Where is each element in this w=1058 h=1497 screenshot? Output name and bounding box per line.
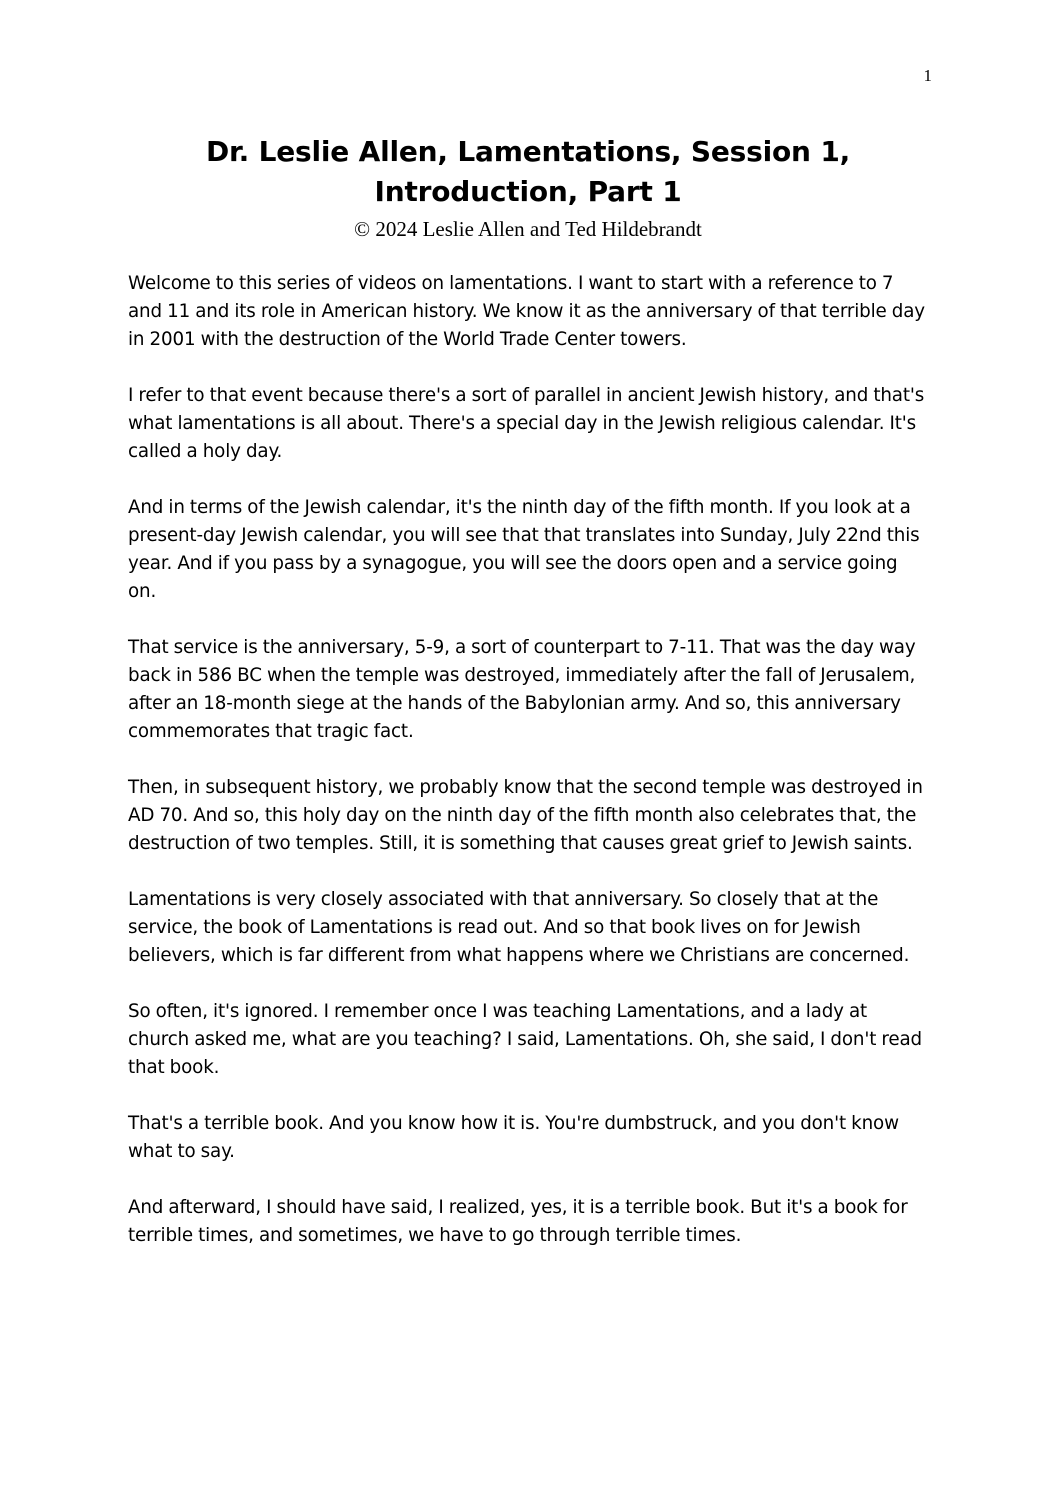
- title-line-1: Dr. Leslie Allen, Lamentations, Session 1,: [205, 135, 851, 168]
- copyright-notice: © 2024 Leslie Allen and Ted Hildebrandt: [354, 217, 702, 241]
- paragraph: That's a terrible book. And you know how it is. You're dumbstruck, and you don't know what to say.: [128, 1113, 899, 1162]
- document-title: [128, 132, 928, 212]
- paragraph: And afterward, I should have said, I realized, yes, it is a terrible book. But it's a book for terrible times, and sometimes, we have to go through terrible times.: [128, 1197, 908, 1246]
- page-number: 1: [923, 66, 932, 85]
- paragraph: Then, in subsequent history, we probably know that the second temple was destroyed in AD 70. And so, this holy day on the ninth day of the fifth month also celebrates that, the destruction of two temples. Still, it is something that causes great grief to Jewish saints.: [128, 777, 923, 854]
- title-line-2: Introduction, Part 1: [374, 175, 682, 208]
- paragraph: So often, it's ignored. I remember once I was teaching Lamentations, and a lady at church asked me, what are you teaching? I said, Lamentations. Oh, she said, I don't read that book.: [128, 1001, 922, 1078]
- paragraph: And in terms of the Jewish calendar, it's the ninth day of the fifth month. If you look at a present-day Jewish calendar, you will see that that translates into Sunday, July 22nd this year. And if you pass by a synagogue, you will see the doors open and a service going on.: [128, 497, 920, 602]
- paragraph: Welcome to this series of videos on lamentations. I want to start with a reference to 7 and 11 and its role in American history. We know it as the anniversary of that terrible day in 2001 with the destruction of the World Trade Center towers.: [128, 273, 925, 350]
- paragraph: That service is the anniversary, 5-9, a sort of counterpart to 7-11. That was the day way back in 586 BC when the temple was destroyed, immediately after the fall of Jerusalem, after an 18-month siege at the hands of the Babylonian army. And so, this anniversary commemorates that tragic fact.: [128, 637, 916, 742]
- paragraph: Lamentations is very closely associated with that anniversary. So closely that at the service, the book of Lamentations is read out. And so that book lives on for Jewish believers, which is far different from what happens where we Christians are concerned.: [128, 889, 910, 966]
- paragraph: I refer to that event because there's a sort of parallel in ancient Jewish history, and that's what lamentations is all about. There's a special day in the Jewish religious calendar. It's called a holy day.: [128, 385, 925, 462]
- body-text: [128, 270, 930, 1278]
- title-block: [128, 132, 928, 244]
